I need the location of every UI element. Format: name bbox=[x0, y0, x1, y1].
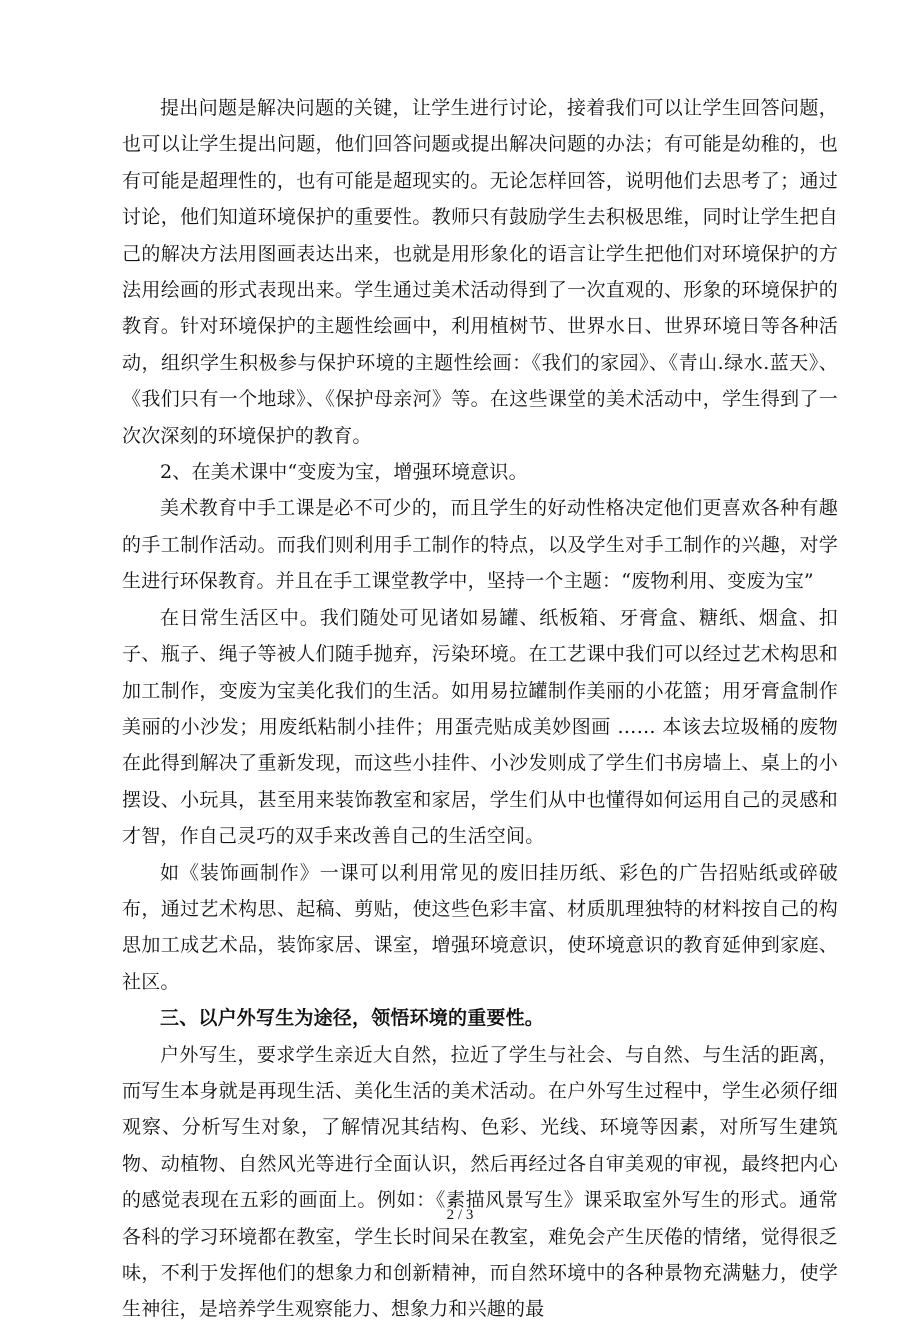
paragraph-decorative-painting: 如《装饰画制作》一课可以利用常见的废旧挂历纸、彩色的广告招贴纸或碎破布，通过艺术构思、起稿、剪贴，使这些色彩丰富、材质肌理独特的材料按自己的构思加工成艺术品，装饰家居、课室，增强环境意识，使环境意识的教育延伸到家庭、社区。 bbox=[122, 861, 838, 993]
section-heading-outdoor-sketching: 三、以户外写生为途径，领悟环境的重要性。 bbox=[160, 1007, 545, 1030]
paragraph-daily-life-waste: 在日常生活区中。我们随处可见诸如易罐、纸板箱、牙膏盒、糖纸、烟盒、扣子、瓶子、绳子等被人们随手抛弃，污染环境。在工艺课中我们可以经过艺术构思和加工制作，变废为宝美化我们的生活。如用易拉罐制作美丽的小花篮；用牙膏盒制作美丽的小沙发；用废纸粘制小挂件；用蛋壳贴成美妙图画 …… 本该去垃圾桶的废物在此得到解决了重新发现，而这些小挂件、小沙发则成了学生们书房墙上、桌上的小摆设、小玩具，甚至用来装饰教室和家居，学生们从中也懂得如何运用自己的灵感和才智，作自己灵巧的双手来改善自己的生活空间。 bbox=[122, 606, 838, 848]
paragraph-handcraft-class: 美术教育中手工课是必不可少的，而且学生的好动性格决定他们更喜欢各种有趣的手工制作活动。而我们则利用手工制作的特点，以及学生对手工制作的兴趣，对学生进行环保教育。并且在手工课堂教学中，坚持一个主题：“废物利用、变废为宝” bbox=[122, 497, 838, 593]
page-number: 2 / 3 bbox=[446, 1207, 474, 1223]
paragraph-outdoor-sketching: 户外写生，要求学生亲近大自然，拉近了学生与社会、与自然、与生活的距离，而写生本身就是再现生活、美化生活的美术活动。在户外写生过程中，学生必须仔细观察、分析写生对象，了解情况其结构、色彩、光线、环境等因素，对所写生建筑物、动植物、自然风光等进行全面认识，然后再经过各自审美观的审视，最终把内心的感觉表现在五彩的画面上。例如：《素描风景写生》课采取室外写生的形式。通常各科的学习环境都在教室，学生长时间呆在教室，难免会产生厌倦的情绪，觉得很乏味，不利于发挥他们的想象力和创新精神，而自然环境中的各种景物充满魅力，使学生神往，是培养学生观察能力、想象力和兴趣的最 bbox=[122, 1043, 838, 1321]
document-body bbox=[122, 90, 838, 1328]
paragraph-problem-discussion: 提出问题是解决问题的关键，让学生进行讨论，接着我们可以让学生回答问题，也可以让学生提出问题，他们回答问题或提出解决问题的办法；有可能是幼稚的，也有可能是超理性的，也有可能是超现实的。无论怎样回答，说明他们去思考了；通过讨论，他们知道环境保护的重要性。教师只有鼓励学生去积极思维，同时让学生把自己的解决方法用图画表达出来，也就是用形象化的语言让学生把他们对环境保护的方法用绘画的形式表现出来。学生通过美术活动得到了一次直观的、形象的环境保护的教育。针对环境保护的主题性绘画中，利用植树节、世界水日、世界环境日等各种活动，组织学生积极参与保护环境的主题性绘画：《我们的家园》、《青山.绿水.蓝天》、《我们只有一个地球》、《保护母亲河》等。在这些课堂的美术活动中，学生得到了一次次深刻的环境保护的教育。 bbox=[122, 97, 838, 447]
subheading-waste-to-treasure: 2、在美术课中“变废为宝，增强环境意识。 bbox=[160, 461, 528, 484]
